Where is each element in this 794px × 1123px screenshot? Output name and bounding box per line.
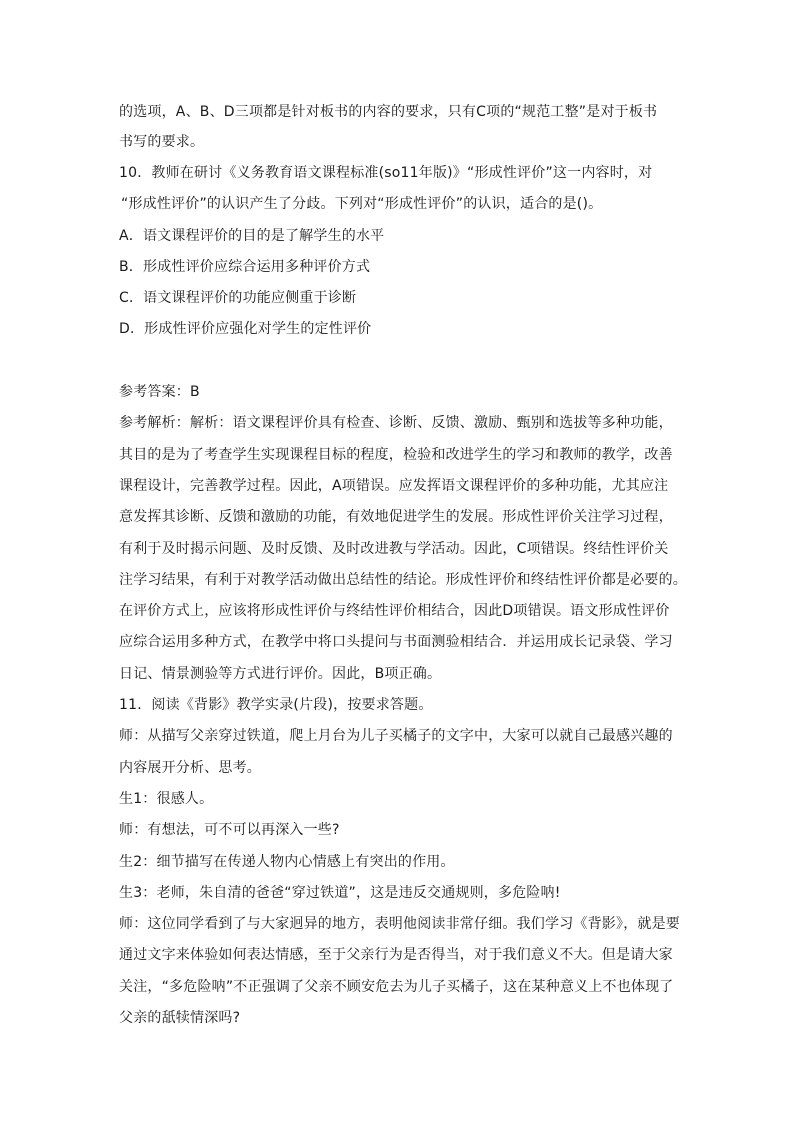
analysis-text: 日记、情景测验等方式进行评价。因此，B项正确。 [119, 666, 442, 682]
analysis-text: 应综合运用多种方式，在教学中将口头提问与书面测验相结合．并运用成长记录袋、学习 [119, 634, 673, 650]
dialogue-line: 生3：老师，朱自清的爸爸“穿过铁道”，这是违反交通规则，多危险呐! [119, 885, 561, 901]
dialogue-line: 师：从描写父亲穿过铁道，爬上月台为儿子买橘子的文字中，大家可以就自己最感兴趣的 [119, 728, 673, 744]
dialogue-line: 生2：细节描写在传递人物内心情感上有突出的作用。 [119, 854, 455, 870]
dialogue-line: 生1：很感人。 [119, 791, 214, 807]
analysis-text: 其目的是为了考查学生实现课程目标的程度，检验和改进学生的学习和教师的教学，改善 [119, 447, 673, 463]
dialogue-line: 师：有想法，可不可以再深入一些? [119, 822, 340, 838]
dialogue-line: 关注，“多危险呐”不正强调了父亲不顾安危去为儿子买橘子，这在某种意义上不也体现了 [119, 979, 674, 995]
analysis-text: 课程设计，完善教学过程。因此，A项错误。应发挥语文课程评价的多种功能，尤其应注 [119, 478, 669, 494]
question-10-stem: “形成性评价”的认识产生了分歧。下列对“形成性评价”的认识，适合的是()。 [121, 196, 603, 212]
analysis-text: 意发挥其诊断、反馈和激励的功能，有效地促进学生的发展。形成性评价关注学习过程， [119, 509, 673, 525]
option-d: D．形成性评价应强化对学生的定性评价 [119, 321, 372, 337]
question-11-stem: 11．阅读《背影》教学实录(片段)，按要求答题。 [119, 697, 433, 713]
dialogue-line: 师：这位同学看到了与大家迥异的地方，表明他阅读非常仔细。我们学习《背影》，就是要 [119, 916, 680, 932]
analysis-text: 在评价方式上，应该将形成性评价与终结性评价相结合，因此D项错误。语文形成性评价 [119, 603, 670, 619]
option-a: A．语文课程评价的目的是了解学生的水平 [119, 228, 385, 244]
dialogue-line: 父亲的舐犊情深吗? [119, 1010, 241, 1026]
text-line: 书写的要求。 [119, 134, 205, 150]
analysis-text: 有利于及时揭示问题、及时反馈、及时改进教与学活动。因此，C项错误。终结性评价关 [119, 541, 669, 557]
option-b: B．形成性评价应综合运用多种评价方式 [119, 259, 371, 275]
dialogue-line: 通过文字来体验如何表达情感，至于父亲行为是否得当，对于我们意义不大。但是请大家 [119, 947, 673, 963]
dialogue-line: 内容展开分析、思考。 [119, 760, 261, 776]
analysis-text: 注学习结果，有利于对教学活动做出总结性的结论。形成性评价和终结性评价都是必要的。 [119, 572, 687, 588]
reference-answer: 参考答案：B [119, 384, 200, 400]
analysis-text: 参考解析：解析：语文课程评价具有检查、诊断、反馈、激励、甄别和选拔等多种功能， [119, 415, 673, 431]
option-c: C．语文课程评价的功能应侧重于诊断 [119, 290, 357, 306]
text-line: 的选项，A、B、D三项都是针对板书的内容的要求，只有C项的“规范工整”是对于板书 [119, 104, 658, 120]
question-10-stem: 10．教师在研讨《义务教育语文课程标准(so11年版)》“形成性评价”这一内容时，对 [119, 165, 653, 181]
